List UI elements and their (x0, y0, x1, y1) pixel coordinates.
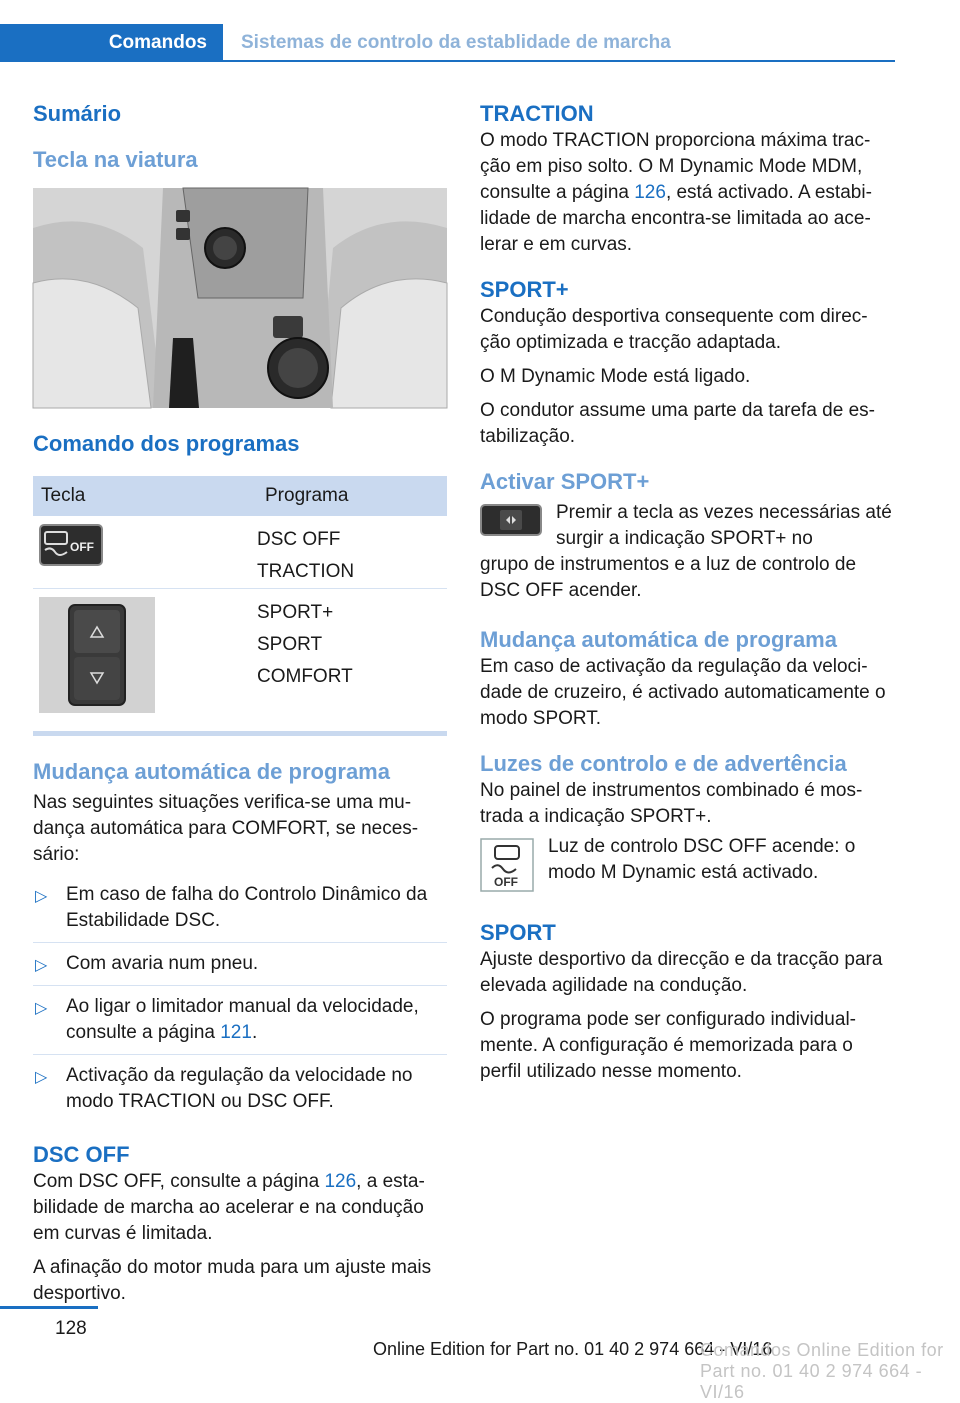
sport-text2: O programa pode ser configurado individual-mente. A configuração é memorizada para o perfil utilizado nesse momento. (480, 1009, 856, 1082)
triangle-right-icon: ▷ (35, 1000, 48, 1017)
sport-button-icon-wrap (480, 504, 542, 552)
sport-plus-text3: O condutor assume uma parte da tarefa de es-tabilização. (480, 400, 875, 447)
right-column (480, 100, 894, 1085)
dsc-off-button-icon (39, 524, 103, 566)
footer-line (0, 1306, 98, 1309)
page-link-126[interactable]: 126 (324, 1171, 357, 1192)
program-dsc-off: DSC OFF (257, 529, 341, 550)
triangle-right-icon: ▷ (35, 1069, 48, 1086)
car-console-image (33, 188, 447, 408)
program-sport: SPORT (257, 634, 323, 655)
page-link-121[interactable]: 121 (220, 1022, 252, 1043)
triangle-right-icon: ▷ (35, 888, 48, 905)
dsc-text-a: Com DSC OFF, consulte a página (33, 1171, 325, 1192)
luz-text: Luz de controlo DSC OFF acende: o modo M Dynamic está activado. (548, 836, 856, 883)
table-header-tecla: Tecla (41, 485, 86, 506)
page-link-126[interactable]: 126 (634, 182, 666, 203)
mudanca-text-left: Nas seguintes situações verifica-se uma mu-dança automática para COMFORT, se neces-sário: (33, 792, 419, 865)
activar-text-b: grupo de instrumentos e a luz de controlo de DSC OFF acender. (480, 554, 857, 601)
table-cell-key (33, 516, 257, 588)
table-cell-program (257, 516, 447, 588)
warning-light-label: OFF (494, 875, 518, 889)
page-number: 128 (55, 1318, 87, 1339)
dsc-off-text2: A afinação do motor muda para um ajuste mais desportivo. (33, 1257, 432, 1304)
list-item (33, 874, 447, 943)
sport-heading: SPORT (480, 920, 556, 945)
rocker-switch-icon (39, 597, 155, 713)
page-header (0, 24, 895, 62)
programs-table (33, 476, 447, 736)
program-traction: TRACTION (257, 561, 355, 582)
table-row (33, 516, 447, 589)
list-item-text: Em caso de falha do Controlo Dinâmico da Estabilidade DSC. (66, 884, 428, 931)
list-item-text: Com avaria num pneu. (66, 953, 259, 974)
left-column (33, 100, 447, 1307)
dsc-off-text (33, 1169, 447, 1247)
list-item-text-end: . (251, 1022, 258, 1043)
table-cell-key (33, 589, 257, 721)
table-cell-program (257, 589, 447, 721)
car-console-illustration (33, 188, 447, 408)
mudanca-text-right: Em caso de activação da regulação da veloci-dade de cruzeiro, é activado automaticamente o modo SPORT. (480, 656, 886, 729)
mudanca-heading-left: Mudança automática de programa (33, 759, 390, 784)
warning-light-row (480, 834, 894, 897)
activar-heading: Activar SPORT+ (480, 469, 650, 494)
header-subtitle[interactable]: Sistemas de controlo da establidade de marcha (241, 32, 671, 53)
luzes-heading: Luzes de controlo e de advertência (480, 751, 847, 776)
table-header (33, 476, 447, 516)
dsc-off-heading: DSC OFF (33, 1142, 130, 1167)
list-item-text: Ao ligar o limitador manual da velocidade, consulte a página (66, 996, 419, 1043)
traction-text-b: , está activado. A estabi-lidade de marcha encontra-se limitada ao ace-lerar e em curvas. (480, 182, 872, 255)
triangle-right-icon: ▷ (35, 957, 48, 974)
situations-list (33, 874, 447, 1123)
comando-programas-heading: Comando dos programas (33, 431, 300, 456)
sport-text1: Ajuste desportivo da direcção e da tracção para elevada agilidade na condução. (480, 949, 883, 996)
activar-text-a: Premir a tecla as vezes necessárias até surgir a indicação SPORT+ no (556, 502, 892, 549)
header-tab[interactable]: Comandos (0, 24, 223, 62)
tecla-viatura-heading: Tecla na viatura (33, 147, 198, 172)
program-sport-plus: SPORT+ (257, 602, 334, 623)
sport-switch-image (39, 597, 155, 713)
list-item (33, 986, 447, 1055)
sport-plus-heading: SPORT+ (480, 277, 569, 302)
svg-text:OFF: OFF (70, 540, 94, 554)
table-header-programa: Programa (265, 485, 349, 506)
sport-plus-text2: O M Dynamic Mode está ligado. (480, 366, 751, 387)
dsc-text-b: , a esta-bilidade de marcha ao acelerar e na condução em curvas é limitada. (33, 1171, 425, 1244)
program-comfort: COMFORT (257, 666, 353, 687)
traction-text (480, 128, 894, 258)
rocker-button-icon (480, 504, 542, 536)
sumario-heading: Sumário (33, 101, 122, 126)
traction-text-a: O modo TRACTION proporciona máxima trac-ção em piso solto. O M Dynamic Mode MDM, consulte a página (480, 130, 871, 203)
activar-row (480, 500, 894, 552)
mudanca-heading-right: Mudança automática de programa (480, 627, 837, 652)
edition-text: Online Edition for Part no. 01 40 2 974 664 - VI/16 (373, 1339, 773, 1359)
dsc-off-light-wrap (480, 838, 534, 897)
list-item (33, 1055, 447, 1123)
table-row (33, 589, 447, 721)
traction-heading: TRACTION (480, 101, 594, 126)
list-item-text: Activação da regulação da velocidade no modo TRACTION ou DSC OFF. (66, 1065, 413, 1112)
sport-plus-text1: Condução desportiva consequente com direc-ção optimizada e tracção adaptada. (480, 306, 868, 353)
luzes-text: No painel de instrumentos combinado é mos-trada a indicação SPORT+. (480, 780, 863, 827)
dsc-off-light-icon (480, 838, 534, 892)
list-item (33, 943, 447, 986)
watermark: Comandos Online Edition for Part no. 01 40 2 974 664 - VI/16 (700, 1340, 944, 1402)
